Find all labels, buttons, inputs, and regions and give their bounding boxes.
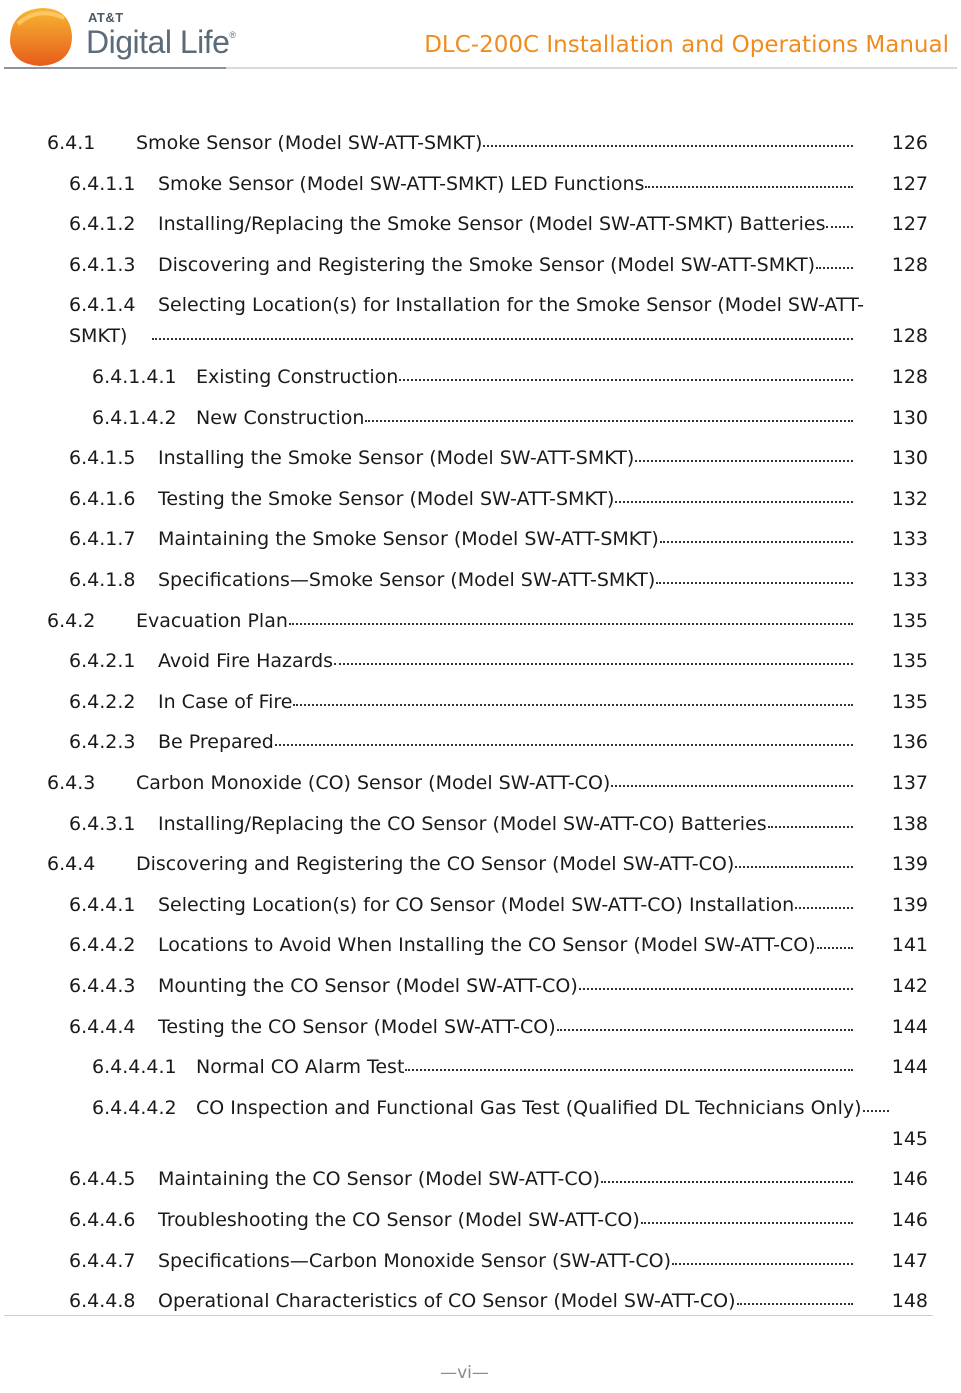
toc-entry-title: Evacuation Plan: [136, 609, 288, 632]
toc-entry-title-line: [136, 772, 855, 794]
toc-entry-page: 138: [891, 812, 928, 835]
page-header: [0, 0, 961, 72]
toc-entry[interactable]: [0, 731, 961, 771]
toc-entry-title-line: [136, 610, 855, 632]
dot-leader: [737, 1303, 853, 1305]
toc-entry[interactable]: [0, 934, 961, 974]
toc-entry-title-line: [136, 853, 855, 875]
toc-entry-page: 141: [891, 934, 928, 957]
toc-entry-title-line: [158, 1290, 855, 1312]
toc-entry-number: 6.4.1.4.1: [92, 366, 177, 388]
toc-entry[interactable]: [0, 1250, 961, 1290]
toc-entry-number: 6.4.4.1: [69, 893, 136, 916]
toc-entry-title-line: [158, 213, 855, 235]
toc-entry-title: Existing Construction: [196, 366, 399, 388]
toc-entry-number: 6.4.1: [47, 132, 96, 154]
dot-leader: [816, 267, 853, 269]
toc-entry-title-line: [158, 1250, 855, 1272]
toc-entry[interactable]: [0, 488, 961, 528]
dot-leader: [795, 907, 853, 909]
toc-entry-page: 126: [891, 132, 928, 154]
toc-entry-title-line: [158, 294, 864, 316]
toc-entry[interactable]: [0, 1056, 961, 1096]
toc-entry-page: 139: [891, 893, 928, 916]
toc-entry-title: Smoke Sensor (Model SW-ATT-SMKT): [136, 132, 483, 154]
toc-entry[interactable]: [0, 772, 961, 812]
toc-entry-title: Installing/Replacing the Smoke Sensor (Model SW-ATT-SMKT) Batteries: [158, 213, 826, 236]
dot-leader: [615, 501, 853, 503]
toc-entry[interactable]: [0, 813, 961, 853]
dot-leader: [293, 704, 853, 706]
dot-leader: [817, 947, 853, 949]
toc-entry-title-line: [196, 1056, 855, 1078]
toc-entry-page: 135: [891, 609, 928, 632]
toc-entry-title: Avoid Fire Hazards: [158, 650, 334, 673]
dot-leader: [635, 460, 853, 462]
toc-entry-title-line: [69, 325, 855, 347]
toc-entry[interactable]: [0, 1290, 961, 1330]
brand-mark: ®: [229, 30, 236, 40]
toc-entry-page: 133: [891, 528, 928, 551]
header-divider-accent: [4, 67, 226, 69]
toc-entry-title: Specifications—Smoke Sensor (Model SW-ATT-SMKT): [158, 569, 656, 591]
toc-entry[interactable]: [0, 650, 961, 690]
toc-entry[interactable]: [0, 1168, 961, 1208]
toc-entry-number: 6.4.4.4.1: [92, 1056, 177, 1079]
dot-leader: [826, 226, 853, 228]
toc-entry-number: 6.4.4.5: [69, 1168, 136, 1191]
toc-entry-number: 6.4.4.7: [69, 1249, 136, 1272]
toc-entry[interactable]: [0, 366, 961, 406]
toc-entry-title: Discovering and Registering the CO Sensor (Model SW-ATT-CO): [136, 853, 735, 876]
toc-entry-title-line: [196, 366, 855, 388]
toc-entry[interactable]: [0, 610, 961, 650]
toc-entry-page: 137: [891, 772, 928, 794]
toc-entry-number: 6.4.4.4.2: [92, 1096, 177, 1119]
toc-entry-continued[interactable]: [0, 325, 961, 365]
toc-entry-number: 6.4.2.3: [69, 731, 136, 754]
toc-entry-page: 146: [891, 1168, 928, 1191]
toc-entry-page: 146: [891, 1209, 928, 1231]
toc-entry-number: 6.4.4.6: [69, 1209, 136, 1231]
toc-entry-title-line: [136, 132, 855, 154]
toc-entry-page: 135: [891, 650, 928, 673]
dot-leader: [405, 1069, 853, 1071]
toc-entry-page: 128: [891, 366, 928, 388]
toc-entry-title-line: [158, 447, 855, 469]
dot-leader: [768, 826, 853, 828]
toc-entry-page: 127: [891, 172, 928, 195]
toc-entry-number: 6.4.2.1: [69, 650, 136, 673]
toc-entry-number: 6.4.1.5: [69, 447, 136, 470]
toc-entry-number: 6.4.3.1: [69, 812, 136, 835]
toc-entry-title: Installing/Replacing the CO Sensor (Model SW-ATT-CO) Batteries: [158, 812, 767, 835]
toc-entry-title: New Construction: [196, 406, 365, 429]
toc-entry-title-line: [158, 934, 855, 956]
dot-leader: [152, 338, 853, 340]
toc-entry-number: 6.4.4: [47, 853, 96, 876]
toc-entry-title-line: [158, 813, 855, 835]
toc-entry[interactable]: [0, 691, 961, 731]
toc-entry-title: In Case of Fire: [158, 690, 293, 713]
toc-entry-page: 133: [891, 569, 928, 591]
toc-entry-page: 145: [891, 1127, 928, 1150]
toc-entry-number: 6.4.4.3: [69, 975, 136, 997]
toc-entry-page: 127: [891, 213, 928, 236]
toc-entry-title: Mounting the CO Sensor (Model SW-ATT-CO): [158, 975, 578, 997]
brand-main-text: Digital Life: [86, 24, 230, 60]
toc-entry-title-line: [158, 1209, 855, 1231]
toc-entry-number: 6.4.1.8: [69, 569, 136, 591]
toc-entry-number: 6.4.4.4: [69, 1015, 136, 1038]
dot-leader: [289, 623, 853, 625]
toc-entry-number: 6.4.3: [47, 772, 96, 794]
dot-leader: [656, 582, 853, 584]
toc-entry-number: 6.4.4.2: [69, 934, 136, 957]
toc-entry-page: 128: [891, 325, 928, 348]
toc-entry-title-line: [158, 1168, 855, 1190]
toc-entry-title: Selecting Location(s) for CO Sensor (Model SW-ATT-CO) Installation: [158, 893, 795, 916]
toc-entry-title: Normal CO Alarm Test: [196, 1056, 405, 1079]
dot-leader: [641, 1222, 853, 1224]
brand-small: AT&T: [88, 10, 124, 25]
toc-entry-title: Smoke Sensor (Model SW-ATT-SMKT) LED Functions: [158, 172, 645, 195]
toc-entry-number: 6.4.2.2: [69, 690, 136, 713]
toc-entry-number: 6.4.1.7: [69, 528, 136, 551]
toc-entry-page: 144: [891, 1056, 928, 1079]
toc-entry-title: Troubleshooting the CO Sensor (Model SW-ATT-CO): [158, 1209, 640, 1231]
toc-entry-title: Discovering and Registering the Smoke Sensor (Model SW-ATT-SMKT): [158, 253, 816, 276]
dot-leader: [601, 1181, 853, 1183]
toc-entry-title: Maintaining the Smoke Sensor (Model SW-ATT-SMKT): [158, 528, 659, 551]
toc-entry-title: Testing the Smoke Sensor (Model SW-ATT-SMKT): [158, 487, 615, 510]
toc-entry[interactable]: [0, 213, 961, 253]
document-title: DLC-200C Installation and Operations Manual: [424, 32, 949, 58]
toc-entry[interactable]: [0, 975, 961, 1015]
toc-entry-title: Testing the CO Sensor (Model SW-ATT-CO): [158, 1015, 556, 1038]
toc-entry-title-line: [196, 1097, 891, 1119]
toc-entry-title-line: [158, 650, 855, 672]
dot-leader: [557, 1029, 853, 1031]
toc-entry-title: Operational Characteristics of CO Sensor (Model SW-ATT-CO): [158, 1290, 736, 1313]
toc-entry-page: 148: [891, 1290, 928, 1313]
dot-leader: [645, 186, 853, 188]
toc-entry-page: 139: [891, 853, 928, 876]
toc-entry-page: 130: [891, 447, 928, 470]
toc-entry-number: 6.4.1.4: [69, 294, 136, 317]
toc-entry-page: 135: [891, 690, 928, 713]
toc-entry-title-line: [158, 894, 855, 916]
dot-leader: [275, 744, 853, 746]
toc-entry-title: Specifications—Carbon Monoxide Sensor (SW-ATT-CO): [158, 1249, 672, 1272]
toc-entry-title-line: [158, 254, 855, 276]
dot-leader: [399, 379, 853, 381]
toc-entry-title-line: [158, 488, 855, 510]
toc-entry-title-line: [196, 1128, 855, 1130]
toc-entry-continued[interactable]: [0, 1128, 961, 1168]
toc-entry-page: 144: [891, 1015, 928, 1038]
toc-entry-title-line: [158, 173, 855, 195]
toc-entry[interactable]: [0, 254, 961, 294]
toc-entry[interactable]: [0, 1016, 961, 1056]
brand-main: [86, 24, 236, 61]
toc-entry[interactable]: [0, 894, 961, 934]
toc-entry-page: 147: [891, 1249, 928, 1272]
toc-entry-page: 132: [891, 487, 928, 510]
toc-entry-title: Maintaining the CO Sensor (Model SW-ATT-CO): [158, 1168, 601, 1191]
dot-leader: [334, 663, 853, 665]
att-globe-logo: [4, 2, 74, 68]
page-number: —vi—: [440, 1363, 489, 1383]
toc-entry[interactable]: [0, 528, 961, 568]
toc-entry-title-cont: SMKT): [69, 325, 128, 348]
toc-entry-number: 6.4.1.2: [69, 213, 136, 236]
dot-leader: [672, 1263, 853, 1265]
dot-leader: [579, 988, 853, 990]
dot-leader: [735, 866, 853, 868]
toc-entry-title-line: [158, 569, 855, 591]
toc-entry-title: CO Inspection and Functional Gas Test (Qualified DL Technicians Only): [196, 1096, 862, 1119]
toc-entry-title-line: [158, 1016, 855, 1038]
toc-entry-title-line: [158, 731, 855, 753]
dot-leader: [483, 145, 853, 147]
toc-entry-number: 6.4.2: [47, 609, 96, 632]
toc-entry-page: 128: [891, 253, 928, 276]
toc-entry-title: Carbon Monoxide (CO) Sensor (Model SW-ATT-CO): [136, 772, 611, 794]
toc-entry-title: Selecting Location(s) for Installation for the Smoke Sensor (Model SW-ATT-: [158, 294, 864, 317]
toc-entry[interactable]: [0, 569, 961, 609]
dot-leader: [863, 1110, 889, 1112]
toc-entry-number: 6.4.1.4.2: [92, 406, 177, 429]
toc-entry[interactable]: [0, 447, 961, 487]
toc-entry-title-line: [158, 975, 855, 997]
toc-entry-title-line: [196, 407, 855, 429]
toc-entry-page: 142: [891, 975, 928, 997]
toc-entry-title: Be Prepared: [158, 731, 274, 754]
footer-divider: [4, 1315, 933, 1316]
toc-entry-title-line: [158, 528, 855, 550]
toc-entry[interactable]: [0, 853, 961, 893]
toc-entry-number: 6.4.1.3: [69, 253, 136, 276]
toc-entry-number: 6.4.1.6: [69, 487, 136, 510]
toc-entry-title-line: [158, 691, 855, 713]
toc-entry-number: 6.4.4.8: [69, 1290, 136, 1313]
toc-entry[interactable]: [0, 173, 961, 213]
dot-leader: [365, 420, 853, 422]
toc-entry[interactable]: [0, 132, 961, 172]
toc-entry-title: Installing the Smoke Sensor (Model SW-ATT-SMKT): [158, 447, 635, 470]
toc-entry[interactable]: [0, 1209, 961, 1249]
toc-entry-title: Locations to Avoid When Installing the CO Sensor (Model SW-ATT-CO): [158, 934, 816, 957]
toc-entry[interactable]: [0, 407, 961, 447]
dot-leader: [660, 541, 853, 543]
dot-leader: [611, 785, 853, 787]
toc-entry-number: 6.4.1.1: [69, 172, 136, 195]
toc-entry-page: 130: [891, 406, 928, 429]
toc-entry-page: 136: [891, 731, 928, 754]
